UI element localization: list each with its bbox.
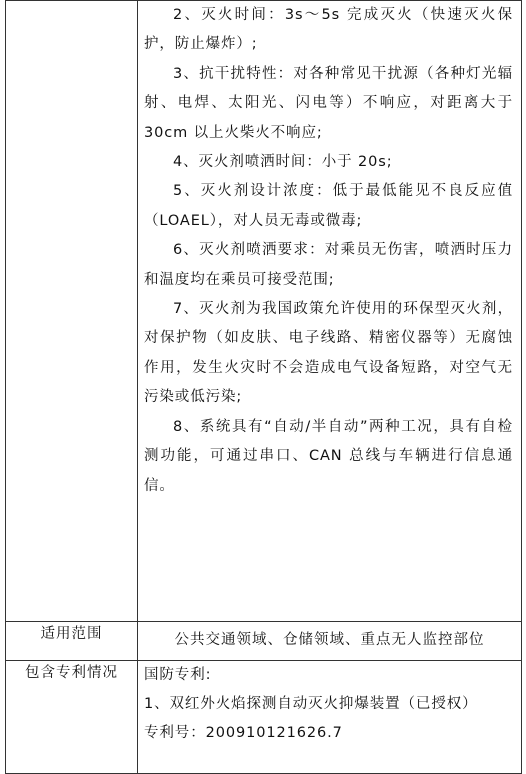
table-row (6, 661, 522, 774)
table-row (6, 1, 522, 622)
feature-item: 6、灭火剂喷洒要求：对乘员无伤害，喷洒时压力和温度均在乘员可接受范围; (144, 242, 513, 288)
patent-cell (138, 661, 522, 774)
table-row (6, 622, 522, 661)
patent-label: 包含专利情况 (6, 661, 138, 774)
scope-label: 适用范围 (6, 622, 138, 661)
patent-line: 国防专利: (144, 667, 212, 683)
patent-line: 1、双红外火焰探测自动灭火抑爆装置（已授权） (144, 696, 478, 712)
feature-item: 7、灭火剂为我国政策允许使用的环保型灭火剂，对保护物（如皮肤、电子线路、精密仪器等）无腐蚀作用，发生火灾时不会造成电气设备短路，对空气无污染或低污染; (144, 301, 513, 406)
scope-value: 公共交通领域、仓储领域、重点无人监控部位 (138, 622, 522, 661)
feature-item: 8、系统具有“自动/半自动”两种工况，具有自检测功能，可通过串口、CAN 总线与车辆进行信息通信。 (144, 418, 513, 494)
feature-item: 4、灭火剂喷洒时间：小于 20s; (173, 154, 393, 171)
empty-label-cell (6, 1, 138, 622)
features-cell (138, 1, 522, 622)
spec-table (5, 0, 522, 774)
feature-item: 5、灭火剂设计浓度：低于最低能见不良反应值（LOAEL），对人员无毒或微毒; (144, 183, 513, 229)
feature-item: 2、灭火时间：3s～5s 完成灭火（快速灭火保护，防止爆炸）; (144, 7, 513, 53)
patent-line: 专利号：200910121626.7 (144, 725, 343, 741)
feature-item: 3、抗干扰特性：对各种常见干扰源（各种灯光辐射、电焊、太阳光、闪电等）不响应，对距离大于 30cm 以上火柴火不响应; (144, 65, 513, 141)
